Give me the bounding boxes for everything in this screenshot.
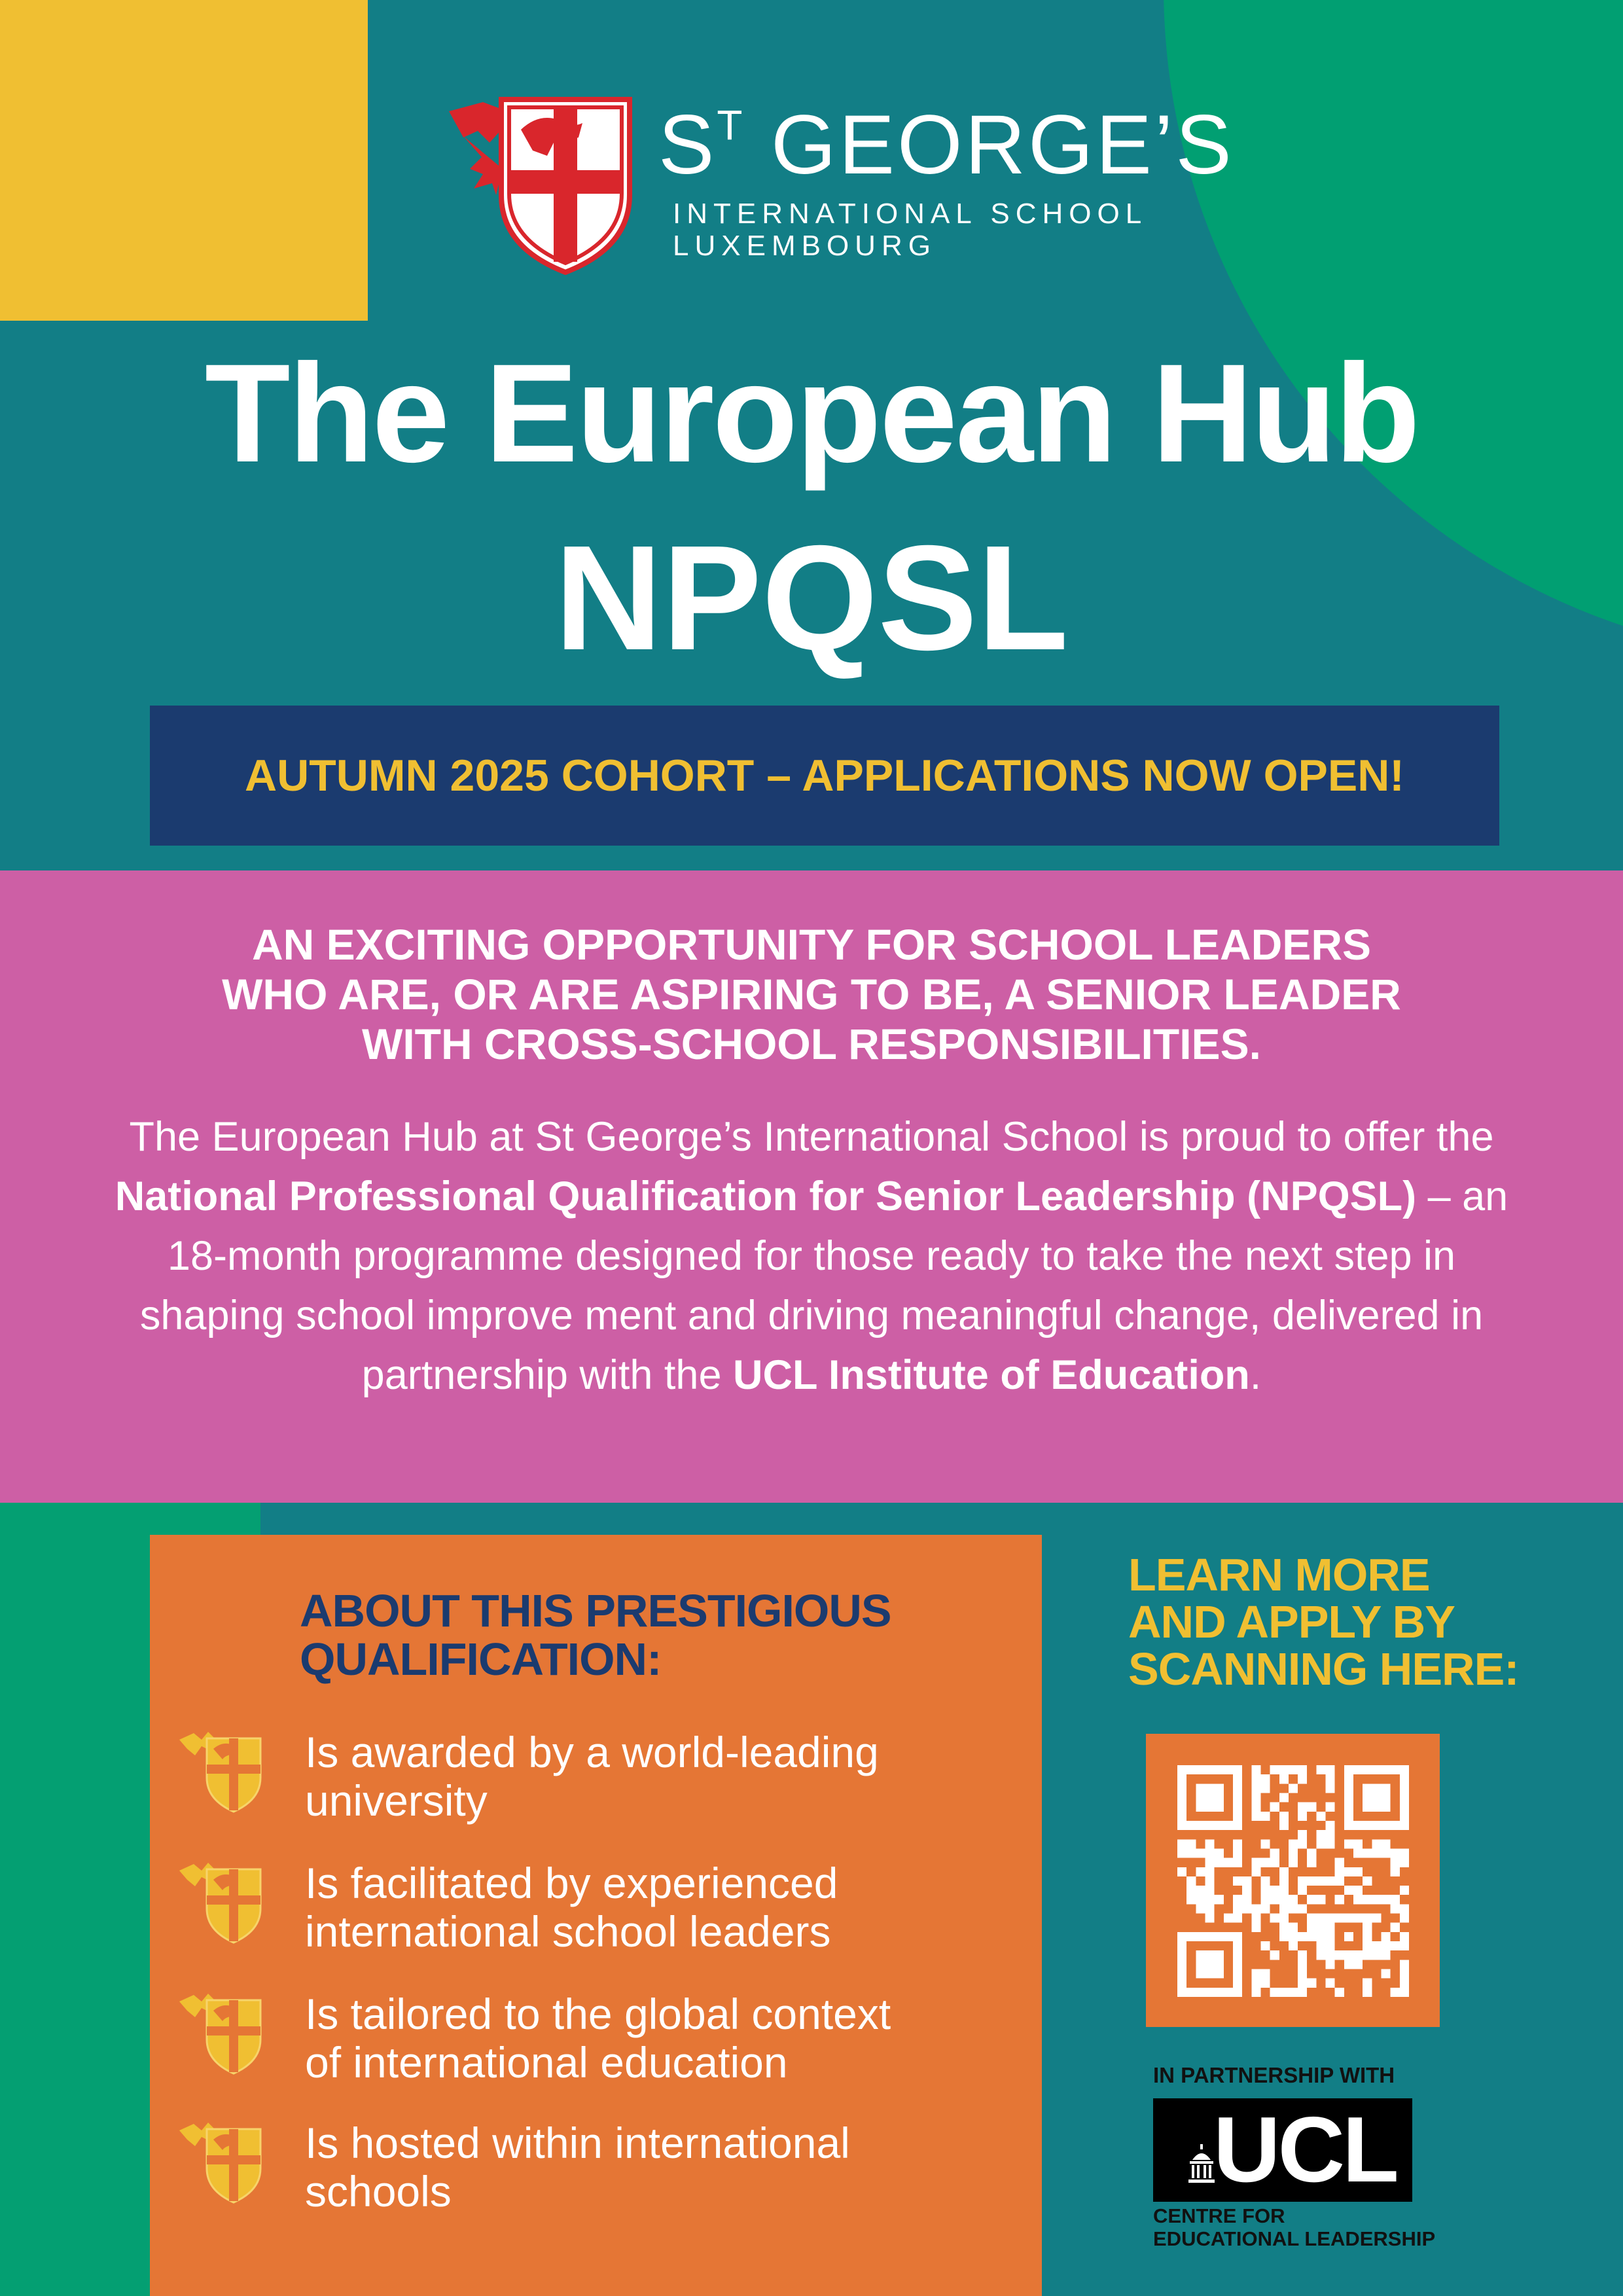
ucl-centre-name: CENTRE FOR EDUCATIONAL LEADERSHIP xyxy=(1153,2204,1436,2250)
applications-banner xyxy=(150,706,1499,846)
intro-headline-line3: WITH CROSS-SCHOOL RESPONSIBILITIES. xyxy=(362,1020,1261,1068)
shield-dragon-icon xyxy=(444,97,632,275)
school-name: $S^T$ GEORGE’S xyxy=(658,98,1234,192)
yellow-corner-block xyxy=(0,0,368,321)
school-subtitle-line2: LUXEMBOURG xyxy=(673,230,936,262)
shield-dragon-icon xyxy=(177,2117,265,2209)
partnership-label: IN PARTNERSHIP WITH xyxy=(1153,2063,1395,2087)
qualification-item: Is hosted within international schools xyxy=(305,2119,850,2215)
qr-code[interactable] xyxy=(1146,1734,1440,2027)
qualification-item: Is awarded by a world-leading university xyxy=(305,1728,879,1825)
intro-headline xyxy=(118,920,1505,1069)
school-crest-logo xyxy=(444,97,632,275)
npqsl-name: National Professional Qualification for Senior Leadership (NPQSL) xyxy=(115,1174,1417,1219)
page-title: The European Hub xyxy=(204,335,1419,492)
page-title-acronym: NPQSL xyxy=(554,515,1069,681)
school-subtitle xyxy=(673,198,1147,262)
intro-body: The European Hub at St George’s International School is proud to offer the National Professional Qualification for Senior Leadership (NPQSL) – an 18-month programme designed for those ready to take the next step in shaping school improve ment and driving meaningful change, delivered in partnership with the UCL Institute of Education. xyxy=(115,1114,1508,1398)
qualification-item: Is tailored to the global context of international education xyxy=(305,1990,891,2087)
banner-text: AUTUMN 2025 COHORT – APPLICATIONS NOW OPEN! xyxy=(245,751,1404,800)
shield-dragon-icon xyxy=(177,1988,265,2080)
intro-headline-line1: AN EXCITING OPPORTUNITY FOR SCHOOL LEADERS xyxy=(251,920,1372,969)
ucl-institute-name: UCL Institute of Education xyxy=(732,1352,1250,1398)
ucl-logo-text: UCL xyxy=(1213,2098,1397,2202)
qr-code-icon[interactable] xyxy=(1177,1765,1409,1997)
school-subtitle-line1: INTERNATIONAL SCHOOL xyxy=(673,198,1148,230)
shield-dragon-icon xyxy=(177,1857,265,1949)
qualification-item: Is facilitated by experienced international school leaders xyxy=(305,1859,838,1956)
about-heading: ABOUT THIS PRESTIGIOUS QUALIFICATION: xyxy=(300,1585,891,1685)
ucl-logo xyxy=(1153,2098,1412,2202)
portico-dome-icon xyxy=(1187,2144,1216,2185)
shield-dragon-icon xyxy=(177,1727,265,1818)
intro-headline-line2: WHO ARE, OR ARE ASPIRING TO BE, A SENIOR LEADER xyxy=(222,970,1401,1018)
learn-more-heading: LEARN MORE AND APPLY BY SCANNING HERE: xyxy=(1128,1549,1519,1695)
